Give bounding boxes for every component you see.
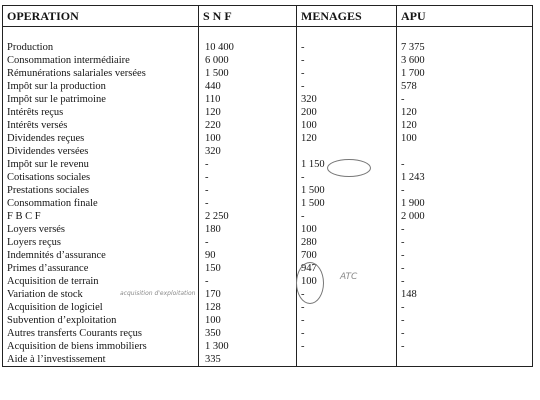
cell-snf: 440 <box>199 80 297 93</box>
cell-operation: Consommation finale <box>3 197 199 210</box>
cell-menages: - <box>297 80 397 93</box>
cell-apu: 100 <box>397 132 533 145</box>
cell-menages: 947 <box>297 262 397 275</box>
table-row <box>3 106 533 119</box>
cell-snf: - <box>199 158 297 171</box>
cell-snf: 1 500 <box>199 67 297 80</box>
cell-operation: Indemnités d’assurance <box>3 249 199 262</box>
table-row <box>3 184 533 197</box>
cell-apu: 1 700 <box>397 67 533 80</box>
cell-apu: 578 <box>397 80 533 93</box>
cell-snf: 350 <box>199 327 297 340</box>
cell-apu: - <box>397 327 533 340</box>
cell-apu: - <box>397 236 533 249</box>
cell-operation: Production <box>3 41 199 54</box>
table-row <box>3 327 533 340</box>
cell-snf: 180 <box>199 223 297 236</box>
cell-snf: 120 <box>199 106 297 119</box>
table-row <box>3 80 533 93</box>
cell-operation: Dividendes reçues <box>3 132 199 145</box>
cell-operation: Cotisations sociales <box>3 171 199 184</box>
table-row <box>3 340 533 353</box>
cell-operation: Impôt sur le revenu <box>3 158 199 171</box>
header-apu: APU <box>397 6 533 27</box>
cell-operation: Acquisition de biens immobiliers <box>3 340 199 353</box>
cell-apu: - <box>397 275 533 288</box>
cell-menages: - <box>297 41 397 54</box>
table-row <box>3 301 533 314</box>
header-snf: S N F <box>199 6 297 27</box>
cell-menages: 100 <box>297 275 397 288</box>
cell-menages: 120 <box>297 132 397 145</box>
cell-menages: 1 150 <box>297 158 397 171</box>
cell-menages: 320 <box>297 93 397 106</box>
table-row <box>3 197 533 210</box>
cell-apu: 2 000 <box>397 210 533 223</box>
cell-snf: 100 <box>199 314 297 327</box>
table-row <box>3 210 533 223</box>
cell-apu <box>397 353 533 367</box>
cell-apu: 7 375 <box>397 41 533 54</box>
cell-operation: Prestations sociales <box>3 184 199 197</box>
table-row <box>3 171 533 184</box>
cell-operation: Autres transferts Courants reçus <box>3 327 199 340</box>
cell-snf: 1 300 <box>199 340 297 353</box>
cell-snf: - <box>199 236 297 249</box>
operations-table <box>2 5 533 367</box>
cell-menages: 700 <box>297 249 397 262</box>
cell-apu: 120 <box>397 119 533 132</box>
cell-operation: Loyers reçus <box>3 236 199 249</box>
cell-menages: - <box>297 171 397 184</box>
cell-apu: - <box>397 223 533 236</box>
cell-snf: - <box>199 184 297 197</box>
table-row <box>3 353 533 367</box>
cell-apu: 120 <box>397 106 533 119</box>
cell-operation: Intérêts versés <box>3 119 199 132</box>
cell-apu: - <box>397 158 533 171</box>
cell-menages: 1 500 <box>297 184 397 197</box>
cell-menages: - <box>297 301 397 314</box>
table-header-row <box>3 6 533 27</box>
cell-snf: - <box>199 171 297 184</box>
cell-snf: 6 000 <box>199 54 297 67</box>
cell-operation: Acquisition de logiciel <box>3 301 199 314</box>
cell-snf: 335 <box>199 353 297 367</box>
table-row <box>3 132 533 145</box>
cell-snf: 128 <box>199 301 297 314</box>
cell-operation: Subvention d’exploitation <box>3 314 199 327</box>
cell-menages: 100 <box>297 119 397 132</box>
cell-apu: 148 <box>397 288 533 301</box>
cell-operation: Intérêts reçus <box>3 106 199 119</box>
table-row <box>3 288 533 301</box>
cell-apu: - <box>397 262 533 275</box>
cell-operation: Impôt sur la production <box>3 80 199 93</box>
table-row <box>3 262 533 275</box>
cell-apu: - <box>397 340 533 353</box>
cell-apu: - <box>397 184 533 197</box>
cell-operation: Acquisition de terrain <box>3 275 199 288</box>
table-row <box>3 93 533 106</box>
table-row <box>3 236 533 249</box>
cell-snf: 150 <box>199 262 297 275</box>
cell-apu <box>397 145 533 158</box>
cell-snf: 220 <box>199 119 297 132</box>
table-row <box>3 145 533 158</box>
table-row <box>3 119 533 132</box>
cell-operation: Dividendes versées <box>3 145 199 158</box>
table-row <box>3 41 533 54</box>
menages-primes-circle <box>296 262 324 304</box>
spacer-row <box>3 27 533 42</box>
cell-menages: 1 500 <box>297 197 397 210</box>
table-row <box>3 54 533 67</box>
atc-handwritten-note: ATC <box>340 272 358 282</box>
cell-menages <box>297 353 397 367</box>
cell-operation: Primes d’assurance <box>3 262 199 275</box>
cell-menages <box>297 145 397 158</box>
cell-menages: - <box>297 327 397 340</box>
table-row <box>3 158 533 171</box>
menages-impot-revenu-circle <box>327 159 371 177</box>
cell-menages: - <box>297 314 397 327</box>
table-row <box>3 223 533 236</box>
cell-menages: 100 <box>297 223 397 236</box>
cell-menages: - <box>297 288 397 301</box>
cell-menages: - <box>297 340 397 353</box>
cell-operation: Consommation intermédiaire <box>3 54 199 67</box>
header-menages: MENAGES <box>297 6 397 27</box>
cell-operation: F B C F <box>3 210 199 223</box>
header-operation: OPERATION <box>3 6 199 27</box>
cell-apu: - <box>397 93 533 106</box>
cell-operation: Impôt sur le patrimoine <box>3 93 199 106</box>
cell-snf: 320 <box>199 145 297 158</box>
cell-operation: Rémunérations salariales versées <box>3 67 199 80</box>
cell-menages: 280 <box>297 236 397 249</box>
table-body <box>3 27 533 367</box>
cell-apu: - <box>397 301 533 314</box>
cell-snf: 90 <box>199 249 297 262</box>
cell-apu: 1 243 <box>397 171 533 184</box>
table-row <box>3 67 533 80</box>
cell-menages: - <box>297 67 397 80</box>
cell-operation: Loyers versés <box>3 223 199 236</box>
terrain-handwritten-note: acquisition d'exploitation <box>120 290 196 297</box>
cell-menages: - <box>297 210 397 223</box>
cell-apu: 3 600 <box>397 54 533 67</box>
cell-operation: Variation de stock <box>3 288 199 301</box>
cell-snf: 10 400 <box>199 41 297 54</box>
table-row <box>3 314 533 327</box>
cell-menages: 200 <box>297 106 397 119</box>
cell-apu: 1 900 <box>397 197 533 210</box>
cell-snf: - <box>199 197 297 210</box>
cell-apu: - <box>397 249 533 262</box>
cell-snf: - <box>199 275 297 288</box>
cell-snf: 110 <box>199 93 297 106</box>
cell-snf: 170 <box>199 288 297 301</box>
cell-menages: - <box>297 54 397 67</box>
cell-snf: 100 <box>199 132 297 145</box>
cell-operation: Aide à l’investissement <box>3 353 199 367</box>
cell-snf: 2 250 <box>199 210 297 223</box>
table-row <box>3 249 533 262</box>
cell-apu: - <box>397 314 533 327</box>
table-row <box>3 275 533 288</box>
